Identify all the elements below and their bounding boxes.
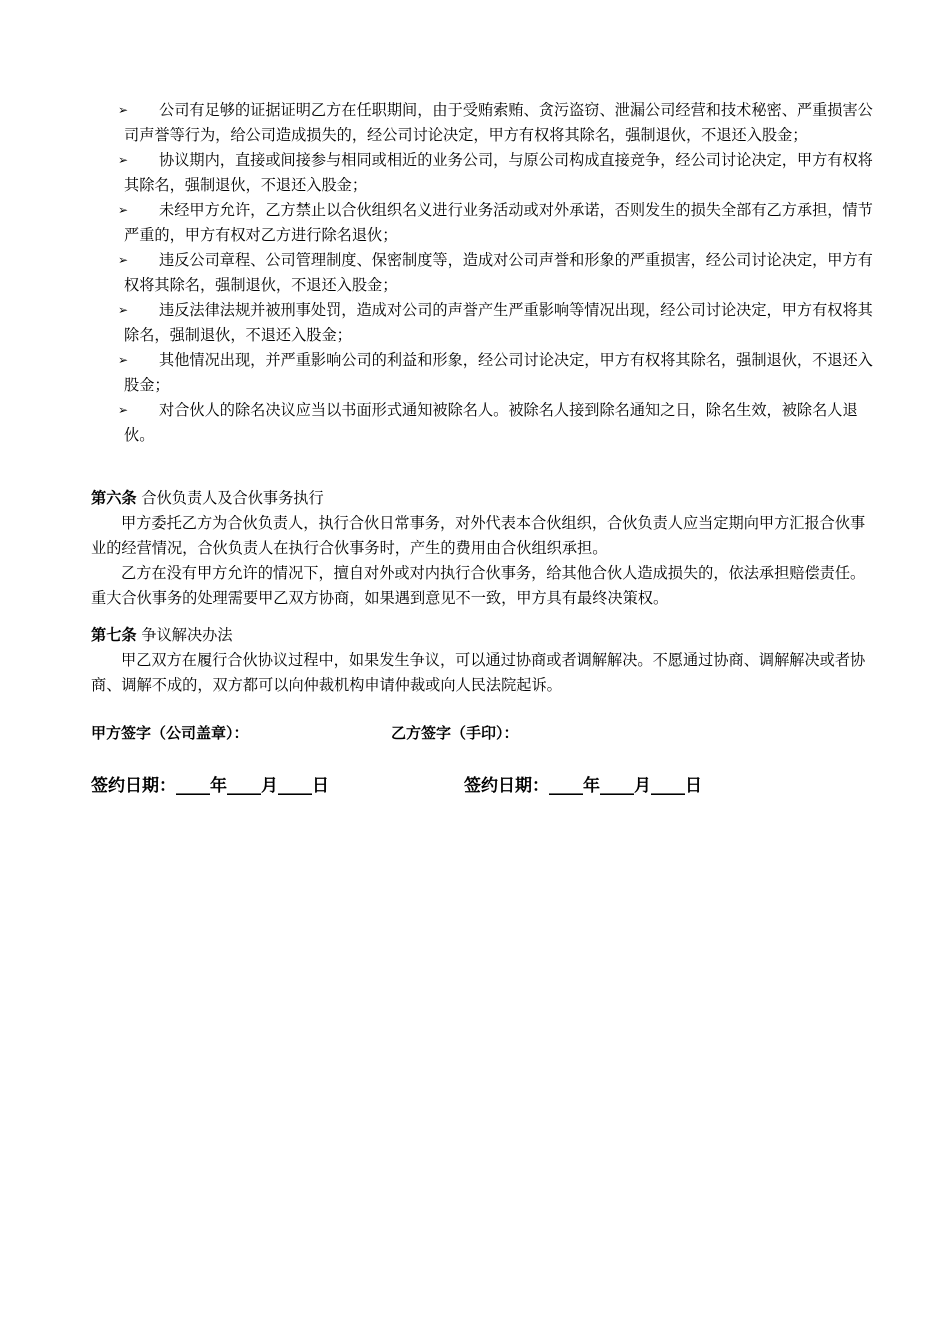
arrow-bullet-icon: ➢ bbox=[118, 403, 129, 417]
list-item-text: 未经甲方允许，乙方禁止以合伙组织名义进行业务活动或对外承诺，否则发生的损失全部有乙方承担，情节严重的，甲方有权对乙方进行除名退伙； bbox=[124, 201, 873, 244]
article-6-paragraph-1: 甲方委托乙方为合伙负责人，执行合伙日常事务，对外代表本合伙组织，合伙负责人应当定期向甲方汇报合伙事业的经营情况，合伙负责人在执行合伙事务时，产生的费用由合伙组织承担。 bbox=[91, 514, 866, 557]
list-item bbox=[118, 98, 873, 148]
article-6-heading bbox=[91, 486, 871, 511]
list-item-text: 对合伙人的除名决议应当以书面形式通知被除名人。被除名人接到除名通知之日，除名生效，被除名人退伙。 bbox=[124, 401, 858, 444]
article-6-paragraph-2: 乙方在没有甲方允许的情况下，擅自对外或对内执行合伙事务，给其他合伙人造成损失的，依法承担赔偿责任。重大合伙事务的处理需要甲乙双方协商，如果遇到意见不一致，甲方具有最终决策权。 bbox=[91, 564, 866, 607]
article-7-paragraph-1: 甲乙双方在履行合伙协议过程中，如果发生争议，可以通过协商或者调解解决。不愿通过协商、调解解决或者协商、调解不成的，双方都可以向仲裁机构申请仲裁或向人民法院起诉。 bbox=[91, 651, 866, 694]
list-item bbox=[118, 298, 873, 348]
list-item-text: 其他情况出现，并严重影响公司的利益和形象，经公司讨论决定，甲方有权将其除名，强制退伙，不退还入股金； bbox=[124, 351, 873, 394]
article-6-section bbox=[91, 486, 871, 611]
article-7-title: 争议解决办法 bbox=[141, 626, 233, 644]
party-a-signing-date: 签约日期：____年____月____日 bbox=[91, 776, 329, 796]
list-item-text: 违反法律法规并被刑事处罚，造成对公司的声誉产生严重影响等情况出现，经公司讨论决定，甲方有权将其除名，强制退伙，不退还入股金； bbox=[124, 301, 873, 344]
list-item bbox=[118, 198, 873, 248]
article-6-number: 第六条 bbox=[91, 489, 137, 507]
article-7-number: 第七条 bbox=[91, 626, 137, 644]
list-item-text: 公司有足够的证据证明乙方在任职期间，由于受贿索贿、贪污盗窃、泄漏公司经营和技术秘密、严重损害公司声誉等行为，给公司造成损失的，经公司讨论决定，甲方有权将其除名，强制退伙，不退还入股金； bbox=[124, 101, 873, 144]
arrow-bullet-icon: ➢ bbox=[118, 353, 129, 367]
arrow-bullet-icon: ➢ bbox=[118, 103, 129, 117]
list-item bbox=[118, 148, 873, 198]
list-item-text: 违反公司章程、公司管理制度、保密制度等，造成对公司声誉和形象的严重损害，经公司讨论决定，甲方有权将其除名，强制退伙，不退还入股金； bbox=[124, 251, 873, 294]
removal-conditions-list bbox=[118, 98, 873, 448]
party-a-signature-label: 甲方签字（公司盖章）： bbox=[91, 724, 249, 742]
party-b-signature-label: 乙方签字（手印）： bbox=[391, 724, 519, 742]
party-b-signing-date: 签约日期：____年____月____日 bbox=[464, 776, 702, 796]
list-item bbox=[118, 398, 873, 448]
article-7-heading bbox=[91, 623, 871, 648]
list-item bbox=[118, 348, 873, 398]
arrow-bullet-icon: ➢ bbox=[118, 253, 129, 267]
list-item-text: 协议期内，直接或间接参与相同或相近的业务公司，与原公司构成直接竞争，经公司讨论决定，甲方有权将其除名，强制退伙，不退还入股金； bbox=[124, 151, 873, 194]
article-6-title: 合伙负责人及合伙事务执行 bbox=[141, 489, 324, 507]
arrow-bullet-icon: ➢ bbox=[118, 303, 129, 317]
arrow-bullet-icon: ➢ bbox=[118, 203, 129, 217]
article-7-section bbox=[91, 623, 871, 698]
arrow-bullet-icon: ➢ bbox=[118, 153, 129, 167]
list-item bbox=[118, 248, 873, 298]
